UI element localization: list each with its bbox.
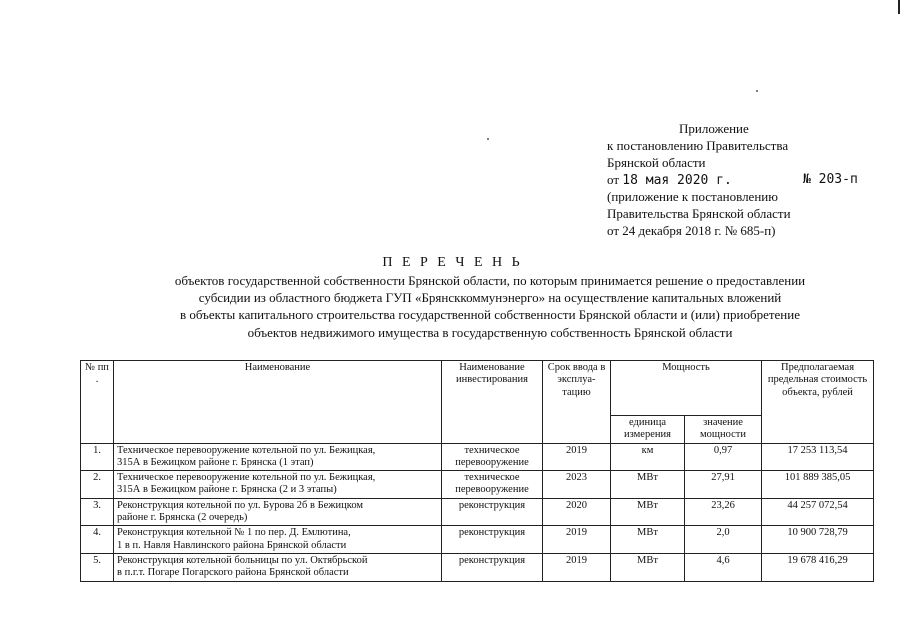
- order-number: № 203-п: [803, 172, 858, 187]
- row-value: 2,0: [685, 526, 762, 554]
- subtitle-line: объектов недвижимого имущества в государственную собственность Брянской области: [247, 324, 733, 340]
- row-name: [114, 443, 442, 471]
- annex-line-5: Правительства Брянской области: [607, 206, 791, 221]
- row-name-line: 1 в п. Навля Навлинского района Брянской области: [117, 539, 347, 551]
- row-name: [114, 471, 442, 499]
- row-num: 3.: [81, 498, 114, 526]
- header-unit: единица измерения: [611, 416, 685, 444]
- row-unit: МВт: [611, 498, 685, 526]
- row-year: 2020: [543, 498, 611, 526]
- row-name: [114, 553, 442, 581]
- row-name-line: Реконструкция котельной больницы по ул. Октябрьской: [117, 554, 368, 566]
- annex-line-1: к постановлению Правительства: [607, 138, 789, 153]
- row-name-line: Реконструкция котельной № 1 по пер. Д. Емлютина,: [117, 527, 351, 539]
- annex-order-line: [607, 171, 892, 188]
- annex-title: Приложение: [679, 121, 749, 136]
- subtitle-line: в объекты капитального строительства государственной собственности Брянской области и (или) приобретение: [180, 307, 800, 323]
- scan-speck: [487, 138, 489, 140]
- annex-block: [607, 120, 892, 239]
- table-row: [81, 443, 874, 471]
- row-cost: 101 889 385,05: [762, 471, 874, 499]
- row-name-line: Реконструкция котельной по ул. Бурова 2б в Бежицком: [117, 499, 364, 511]
- row-investment: реконструкция: [442, 553, 543, 581]
- header-investment: Наименование инвестирования: [442, 361, 543, 444]
- row-name-line: Техническое перевооружение котельной по ул. Бежицкая,: [117, 472, 376, 484]
- order-date: 18 мая 2020 г.: [622, 173, 732, 188]
- row-name-line: в п.г.т. Погаре Погарского района Брянской области: [117, 567, 349, 579]
- row-num: 1.: [81, 443, 114, 471]
- row-name-line: районе г. Брянска (2 очередь): [117, 512, 248, 524]
- annex-line-4: (приложение к постановлению: [607, 189, 778, 204]
- table-row: [81, 553, 874, 581]
- scan-edge-mark: [898, 0, 900, 14]
- row-cost: 10 900 728,79: [762, 526, 874, 554]
- row-cost: 19 678 416,29: [762, 553, 874, 581]
- row-year: 2023: [543, 471, 611, 499]
- row-name: [114, 498, 442, 526]
- row-cost: 44 257 072,54: [762, 498, 874, 526]
- row-value: 0,97: [685, 443, 762, 471]
- table-row: [81, 471, 874, 499]
- row-year: 2019: [543, 526, 611, 554]
- row-unit: км: [611, 443, 685, 471]
- header-value: значение мощности: [685, 416, 762, 444]
- annex-line-6: от 24 декабря 2018 г. № 685-п): [607, 223, 776, 238]
- row-investment: реконструкция: [442, 526, 543, 554]
- row-year: 2019: [543, 443, 611, 471]
- row-value: 23,26: [685, 498, 762, 526]
- row-num: 2.: [81, 471, 114, 499]
- annex-line-2: Брянской области: [607, 155, 706, 170]
- header-name: Наименование: [114, 361, 442, 444]
- row-num: 4.: [81, 526, 114, 554]
- row-value: 4,6: [685, 553, 762, 581]
- row-investment: техническое перевооружение: [442, 471, 543, 499]
- subtitle-line: субсидии из областного бюджета ГУП «Брянсккоммунэнерго» на осуществление капитальных вложений: [198, 290, 782, 306]
- row-name-line: Техническое перевооружение котельной по ул. Бежицкая,: [117, 444, 376, 456]
- row-unit: МВт: [611, 526, 685, 554]
- objects-table: [80, 360, 874, 582]
- row-year: 2019: [543, 553, 611, 581]
- order-prefix: от: [607, 172, 620, 187]
- table-row: [81, 498, 874, 526]
- header-power: Мощность: [611, 361, 762, 416]
- header-cost: Предполагаемая предельная стоимость объекта, рублей: [762, 361, 874, 444]
- document-subtitle: [80, 272, 900, 341]
- document-title: П Е Р Е Ч Е Н Ь: [382, 255, 523, 270]
- scan-speck: [756, 90, 758, 92]
- table-row: [81, 526, 874, 554]
- header-num: № пп .: [81, 361, 114, 444]
- row-cost: 17 253 113,54: [762, 443, 874, 471]
- row-num: 5.: [81, 553, 114, 581]
- row-unit: МВт: [611, 471, 685, 499]
- row-investment: техническое перевооружение: [442, 443, 543, 471]
- subtitle-line: объектов государственной собственности Брянской области, по которым принимается решение о предоставлении: [174, 273, 806, 288]
- row-name: [114, 526, 442, 554]
- row-name-line: 315А в Бежицком районе г. Брянска (1 этап): [117, 456, 314, 468]
- header-commission: Срок ввода в эксплуа-тацию: [543, 361, 611, 444]
- row-investment: реконструкция: [442, 498, 543, 526]
- row-unit: МВт: [611, 553, 685, 581]
- row-name-line: 315А в Бежицком районе г. Брянска (2 и 3 этапы): [117, 484, 337, 496]
- row-value: 27,91: [685, 471, 762, 499]
